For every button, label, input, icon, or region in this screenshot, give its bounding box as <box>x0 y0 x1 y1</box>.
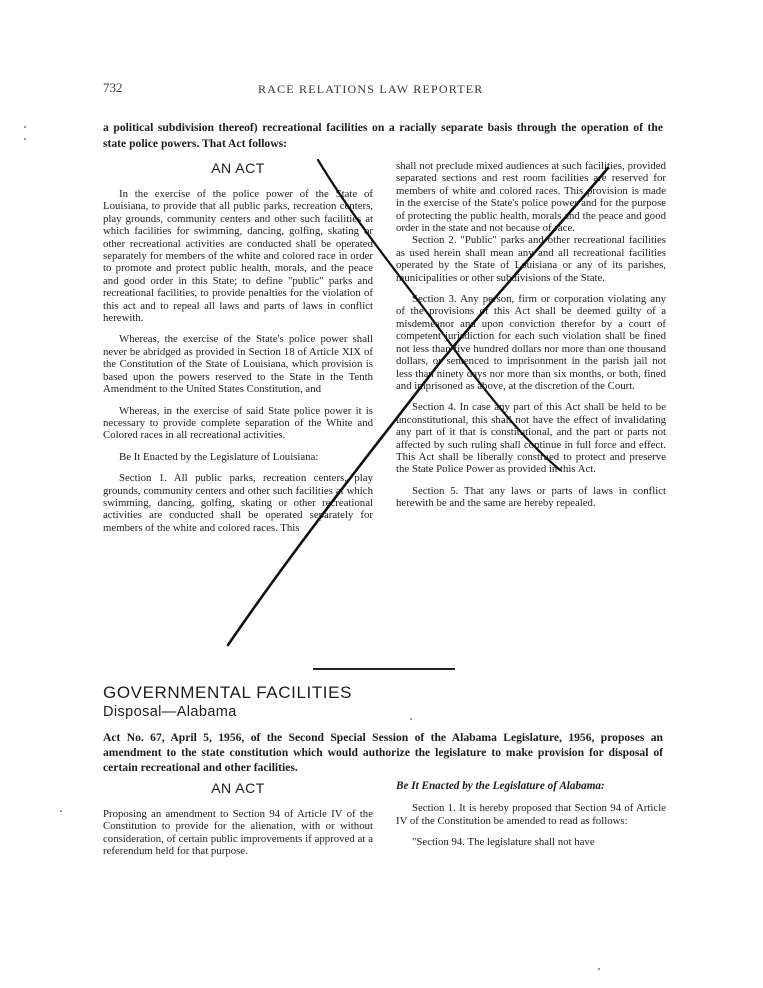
intro-text: a political subdivision thereof) recreational facilities on a racially separate basis through the operation of the state police powers. That Act follows: <box>103 121 663 151</box>
alabama-act-title: AN ACT <box>211 780 265 796</box>
act-section: Section 4. In case any part of this Act shall be held to be unconstitutional, this shall not have the effect of invalidating any part of it that is constitutional, and the part or parts not affected by such ruling shall continue in full force and effect. This Act shall be liberally construed to protect and preserve the State Police Power as provided in this Act. <box>396 401 666 476</box>
act-paragraph: Whereas, the exercise of the State's police power shall never be abridged as provided in Section 18 of Article XIX of the Constitution of the State of Louisiana, which provision is based upon the powers reserved to the State in the Tenth Amendment to the United States Constitution, and <box>103 333 373 396</box>
enacting-clause: Be It Enacted by the Legislature of Alabama: <box>396 780 605 792</box>
alabama-section-94: "Section 94. The legislature shall not have <box>412 836 595 849</box>
page-number: 732 <box>103 80 123 95</box>
alabama-section-1: Section 1. It is hereby proposed that Section 94 of Article IV of the Constitution be amended to read as follows: <box>396 802 666 827</box>
act-section: Section 2. "Public" parks and other recreational facilities as used herein shall mean any and all recreational facilities operated by the State of Louisiana or any of its parishes, municipalities or other subdivisions of the State. <box>396 234 666 284</box>
act-title: AN ACT <box>211 160 265 176</box>
act-section: Section 3. Any person, firm or corporation violating any of the provisions of this Act shall be deemed guilty of a misdemeanor and upon conviction therefor by a court of competent jurisdiction for each such violation shall be fined not less than five hundred dollars nor more than one thousand dollars, or sentenced to imprisonment in the parish jail not less than ninety days nor more than six months, or both, fined and imprisoned as above, at the discretion of the Court. <box>396 293 666 392</box>
act-paragraph: In the exercise of the police power of the State of Louisiana, to provide that all public parks, recreation centers, play grounds, community centers and other such facilities at which facilities for swimming, dancing, golfing, skating or other recreational activities are conducted shall be operated separately for members of the white and colored race in order to promote and protect public health, morals, and the peace and good order in this State; to define "public" parks and recreational facilities, to provide penalties for the violation of this act and to repeal all laws and parts of laws in conflict herewith. <box>103 188 373 325</box>
act-paragraph: Whereas, in the exercise of said State police power it is necessary to provide complete separation of the White and Colored races in all recreational activities. <box>103 404 373 442</box>
scan-speck <box>598 968 600 970</box>
scan-speck <box>60 810 62 812</box>
alabama-intro: Act No. 67, April 5, 1956, of the Second Special Session of the Alabama Legislature, 1956, proposes an amendment to the state constitution which would authorize the legislature to make provision for disposal of certain recreational and other facilities. <box>103 731 663 774</box>
scan-speck <box>24 126 26 128</box>
act-paragraph: Be It Enacted by the Legislature of Louisiana: <box>119 450 319 463</box>
scan-speck <box>24 138 26 140</box>
running-title: RACE RELATIONS LAW REPORTER <box>258 82 484 96</box>
alabama-right-column <box>396 780 666 858</box>
section-divider <box>313 668 455 670</box>
act-paragraph: shall not preclude mixed audiences at such facilities, provided separated sections and rest room facilities are reserved for members of white and colored races. This provision is made in the exercise of the State's police power and for the purpose of protecting the public health, morals and the peace and good order in the state and not because of race. <box>396 160 666 235</box>
act-section: Section 5. That any laws or parts of laws in conflict herewith be and the same are hereby repealed. <box>396 484 666 510</box>
act-paragraph: Section 1. All public parks, recreation centers, play grounds, community centers and other such facilities at which swimming, dancing, golfing, skating or other recreational activities are conducted shall be operated separately for members of the white and colored races. This <box>103 472 373 534</box>
scan-speck <box>410 718 412 720</box>
section-subheading: Disposal—Alabama <box>103 704 237 720</box>
alabama-left-column <box>103 780 373 867</box>
alabama-act-summary: Proposing an amendment to Section 94 of Article IV of the Constitution to provide for the alienation, with or without consideration, of certain public improvements if approved at a referendum held for that purpose. <box>103 808 373 858</box>
section-heading: GOVERNMENTAL FACILITIES <box>103 683 353 702</box>
